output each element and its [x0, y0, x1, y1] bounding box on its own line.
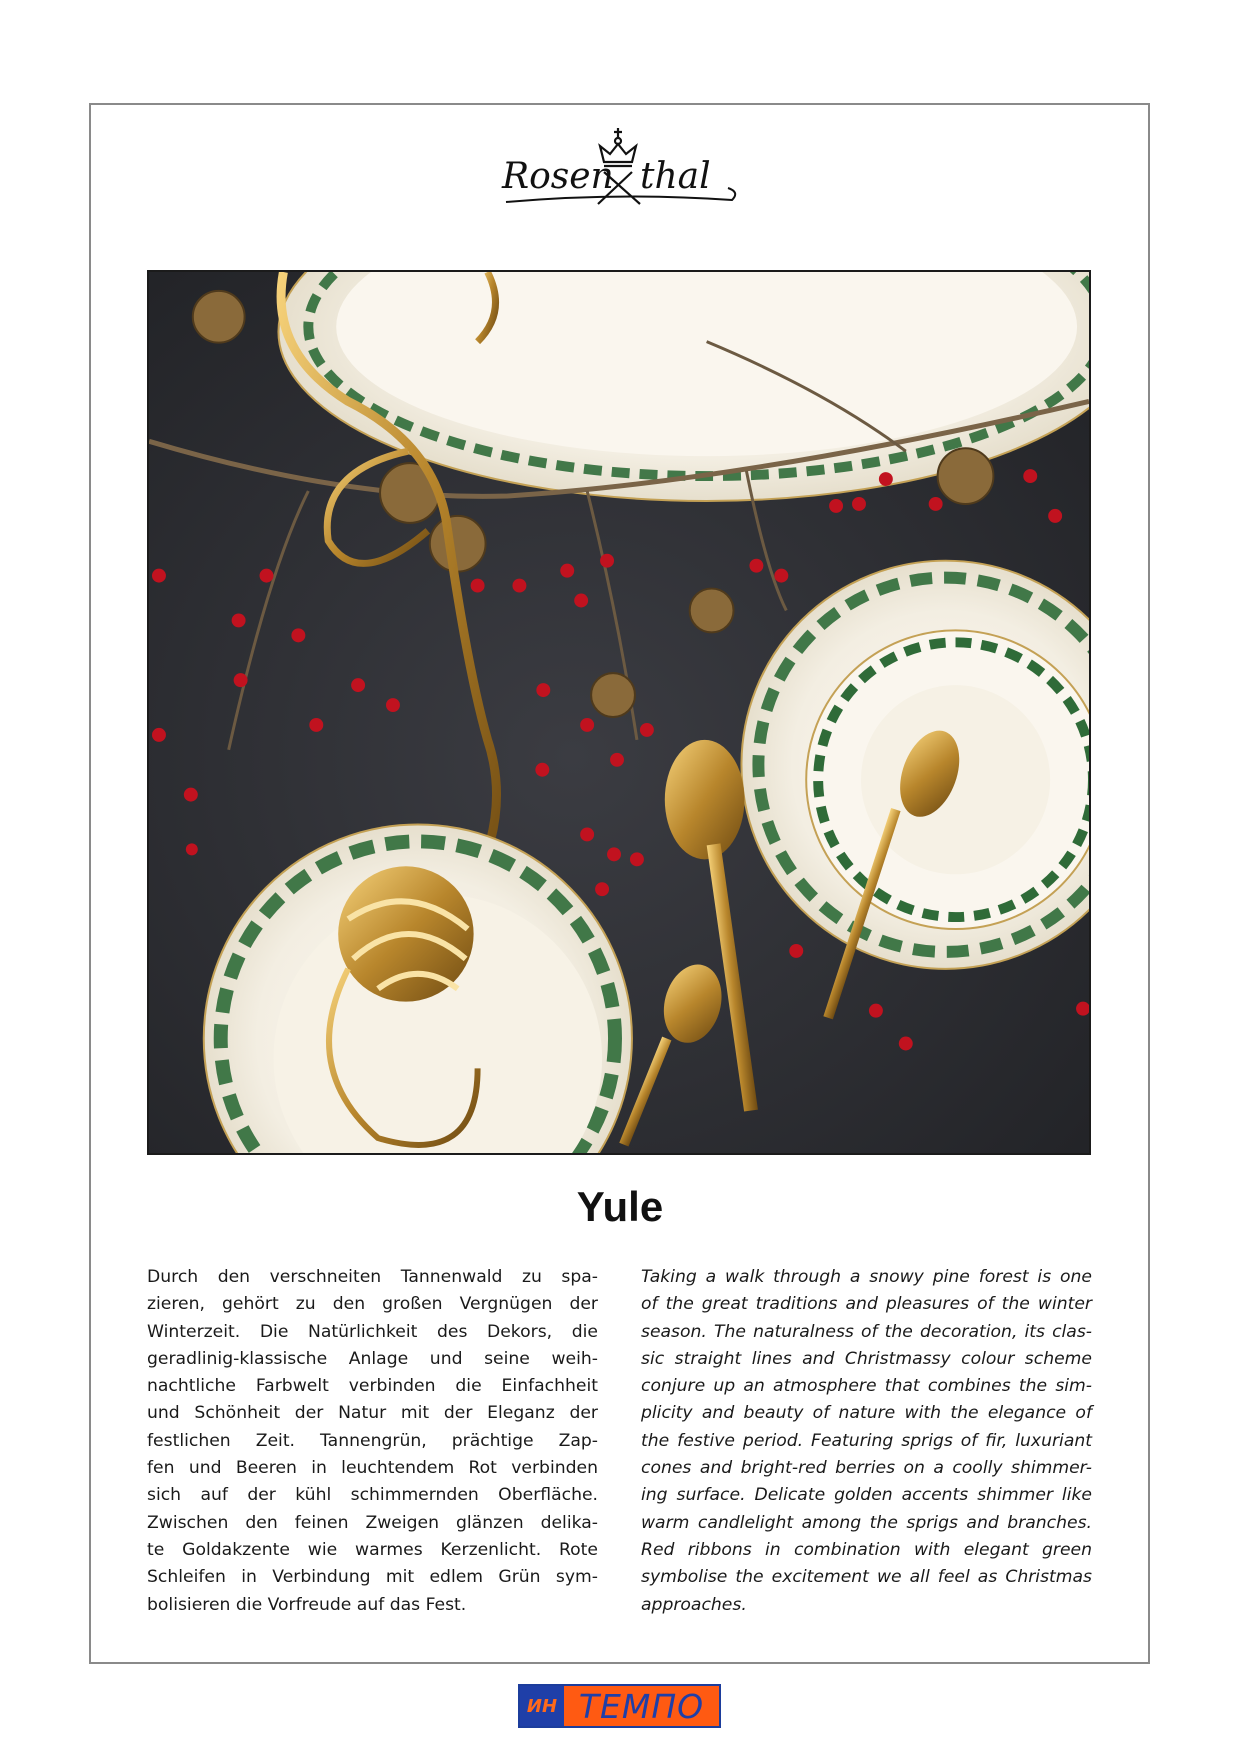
- badge-prefix: ИН: [520, 1686, 564, 1726]
- text-line: the festive period. Featuring sprigs of fir, luxuriant: [641, 1430, 1092, 1451]
- product-photo: [147, 270, 1091, 1155]
- tempo-badge: [518, 1684, 721, 1728]
- text-line: sich auf der kühl schimmernden Oberfläche.: [147, 1485, 598, 1506]
- text-line: Zwischen den feinen Zweigen glänzen delika-: [147, 1512, 598, 1533]
- badge-name: ТЕМПО: [564, 1686, 719, 1726]
- text-line: geradlinig-klassische Anlage und seine weih-: [147, 1348, 598, 1369]
- text-line: sic straight lines and Christmassy colour scheme: [641, 1348, 1092, 1369]
- rosenthal-logo: [500, 122, 740, 214]
- svg-text:thal: thal: [640, 156, 711, 197]
- text-line: Red ribbons in combination with elegant green: [641, 1539, 1092, 1560]
- text-line: fen und Beeren in leuchtendem Rot verbinden: [147, 1458, 598, 1479]
- text-line: Schleifen in Verbindung mit edlem Grün sym-: [147, 1567, 598, 1588]
- crown-logo-icon: [500, 122, 740, 214]
- text-line: ing surface. Delicate golden accents shimmer like: [641, 1485, 1092, 1506]
- svg-text:Rosen: Rosen: [502, 156, 614, 197]
- text-line: cones and bright-red berries on a coolly shimmer-: [641, 1458, 1092, 1479]
- text-line: te Goldakzente wie warmes Kerzenlicht. Rote: [147, 1539, 598, 1560]
- description-german: [147, 1264, 598, 1619]
- product-title: Yule: [576, 1183, 664, 1230]
- text-line: conjure up an atmosphere that combines the sim-: [641, 1376, 1092, 1397]
- text-line: season. The naturalness of the decoration, its clas-: [641, 1321, 1092, 1342]
- text-line: symbolise the excitement we all feel as Christmas: [641, 1567, 1092, 1588]
- text-line: und Schönheit der Natur mit der Eleganz der: [147, 1403, 598, 1424]
- text-line: approaches.: [641, 1594, 747, 1615]
- text-line: Taking a walk through a snowy pine forest is one: [641, 1267, 1092, 1287]
- text-line: plicity and beauty of nature with the elegance of: [641, 1403, 1092, 1424]
- text-line: zieren, gehört zu den großen Vergnügen der: [147, 1294, 598, 1315]
- text-line: festlichen Zeit. Tannengrün, prächtige Zap-: [147, 1430, 598, 1451]
- text-line: nachtliche Farbwelt verbinden die Einfachheit: [147, 1376, 598, 1397]
- description-english: [641, 1264, 1092, 1619]
- text-line: bolisieren die Vorfreude auf das Fest.: [147, 1594, 467, 1615]
- text-line: of the great traditions and pleasures of the winter: [641, 1294, 1092, 1315]
- text-line: Durch den verschneiten Tannenwald zu spa-: [147, 1267, 598, 1287]
- yule-tableware-photo: [149, 272, 1089, 1153]
- text-line: Winterzeit. Die Natürlichkeit des Dekors, die: [147, 1321, 598, 1342]
- text-line: warm candlelight among the sprigs and branches.: [641, 1512, 1092, 1533]
